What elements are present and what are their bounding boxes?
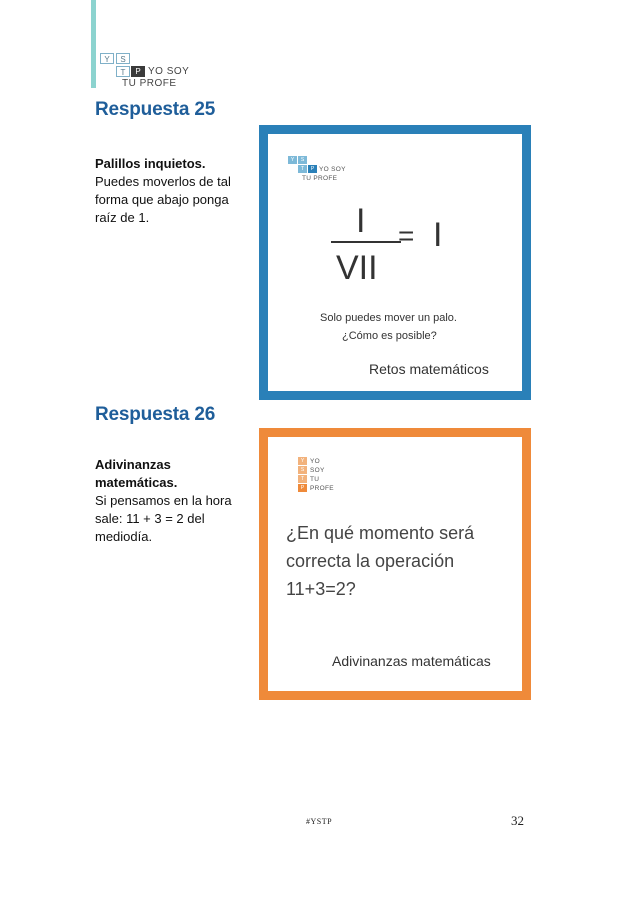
answer-25-heading: Palillos inquietos.: [95, 156, 206, 171]
answer-25-text: [95, 155, 235, 227]
card1-logo-y: Y: [288, 156, 297, 164]
card2-logo-word-4: PROFE: [310, 485, 334, 492]
card1-question: ¿Cómo es posible?: [342, 330, 437, 342]
card2-question: ¿En qué momento será correcta la operación 11+3=2?: [286, 523, 475, 599]
answer-26-heading: Adivinanzas matemáticas.: [95, 457, 178, 490]
card2-logo-word-3: TU: [310, 476, 320, 483]
page-number: 32: [511, 813, 524, 828]
answer-25-body: Puedes moverlos de tal forma que abajo ponga raíz de 1.: [95, 174, 231, 225]
logo-letter-t: T: [116, 66, 130, 77]
footer-hashtag: #YSTP: [306, 817, 333, 826]
card1-logo-line1: YO SOY: [319, 166, 346, 173]
logo-letter-y: Y: [100, 53, 114, 64]
answer-26-body: Si pensamos en la hora sale: 11 + 3 = 2 del mediodía.: [95, 493, 232, 544]
card1-footer: Retos matemáticos: [369, 361, 489, 377]
answer-26-text: [95, 456, 235, 546]
card1-logo-line2: TU PROFE: [302, 175, 338, 182]
logo-letter-s: S: [116, 53, 130, 64]
logo-line2: TU PROFE: [122, 78, 177, 89]
logo-letter-p: P: [131, 66, 145, 77]
answer-26-title: Respuesta 26: [95, 404, 216, 425]
card1-logo-s: S: [298, 156, 307, 164]
card2-footer: Adivinanzas matemáticas: [332, 653, 491, 669]
side-accent-bar: [91, 0, 96, 88]
puzzle-card-clock: [259, 428, 531, 700]
ystp-logo: [100, 50, 220, 90]
card1-instruction: Solo puedes mover un palo.: [320, 312, 457, 324]
card2-logo-word-2: SOY: [310, 467, 325, 474]
fraction-bar: [331, 241, 401, 243]
card1-logo-t: T: [298, 165, 307, 173]
card2-logo-y: Y: [298, 457, 307, 465]
fraction-result: I: [433, 216, 443, 254]
logo-line1: YO SOY: [148, 66, 190, 77]
card2-logo-s: S: [298, 466, 307, 474]
card2-logo-word-1: YO: [310, 458, 320, 465]
fraction-numerator: I: [356, 202, 366, 240]
fraction-denominator: VII: [336, 249, 378, 287]
card2-logo-p: P: [298, 484, 307, 492]
card1-logo-p: P: [308, 165, 317, 173]
card2-logo-t: T: [298, 475, 307, 483]
answer-25-title: Respuesta 25: [95, 99, 216, 120]
puzzle-card-sticks: [259, 125, 531, 400]
equals-sign: =: [398, 220, 415, 251]
